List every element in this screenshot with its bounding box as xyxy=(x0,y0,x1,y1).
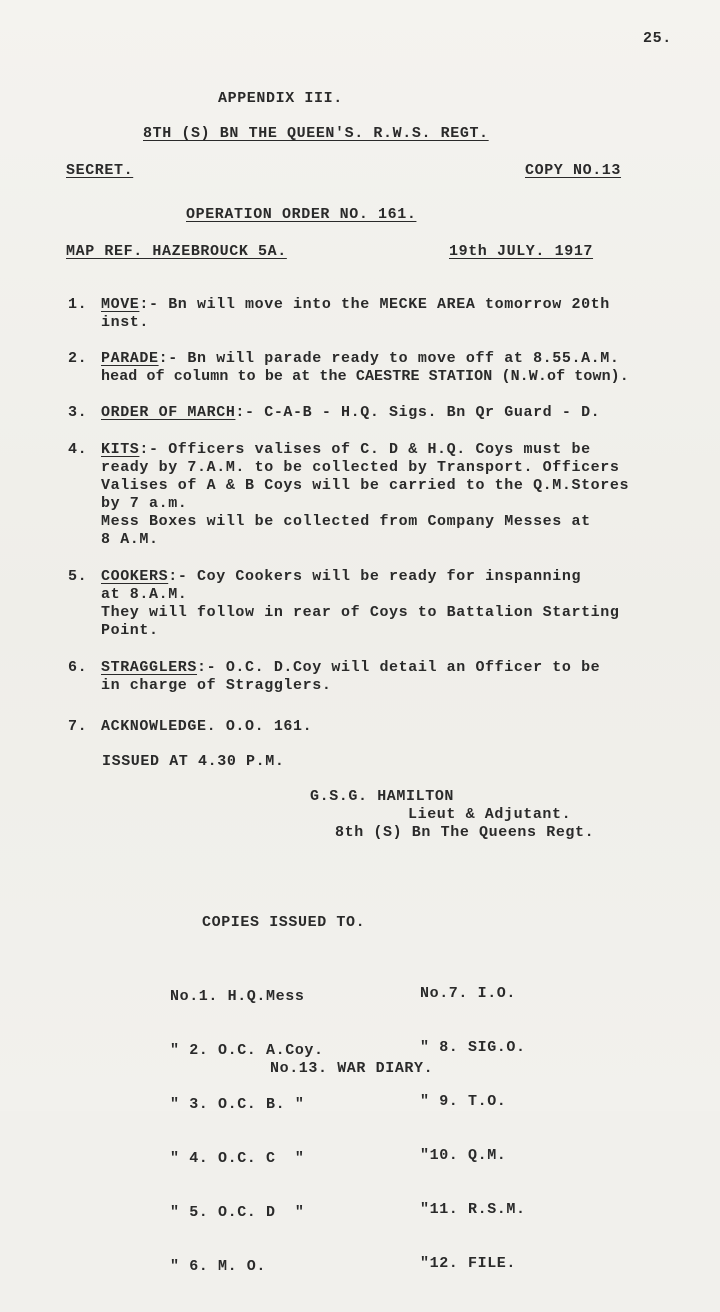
copy-entry: " 2. O.C. A.Coy. xyxy=(170,1042,324,1059)
order-item-stragglers xyxy=(68,659,708,695)
secret-label: SECRET. xyxy=(66,162,134,179)
copies-title: COPIES ISSUED TO. xyxy=(202,914,366,931)
copy-entry: No.7. I.O. xyxy=(420,985,517,1002)
item-text: :- C-A-B - H.Q. Sigs. Bn Qr Guard - D. xyxy=(235,404,601,421)
item-number: 5. xyxy=(68,568,88,585)
signature-rank: Lieut & Adjutant. xyxy=(408,806,572,823)
item-text: ready by 7.A.M. to be collected by Transport. Officers xyxy=(101,459,620,476)
appendix-heading: APPENDIX III. xyxy=(218,90,343,107)
item-text: inst. xyxy=(101,314,150,331)
unit-header: 8TH (S) BN THE QUEEN'S. R.W.S. REGT. xyxy=(143,125,489,142)
item-text: in charge of Stragglers. xyxy=(101,677,332,694)
item-text: They will follow in rear of Coys to Battalion Starting xyxy=(101,604,620,621)
copy-entry: " 8. SIG.O. xyxy=(420,1039,526,1056)
order-item-order-of-march xyxy=(68,404,708,422)
order-item-kits xyxy=(68,441,708,549)
item-heading: STRAGGLERS xyxy=(101,659,198,676)
item-text: by 7 a.m. xyxy=(101,495,188,512)
item-text: :- O.C. D.Coy will detail an Officer to be xyxy=(197,659,601,676)
item-number: 2. xyxy=(68,350,88,367)
copy-entry: " 3. O.C. B. " xyxy=(170,1096,305,1113)
copies-list-right xyxy=(420,949,526,1309)
map-reference: MAP REF. HAZEBROUCK 5A. xyxy=(66,243,287,260)
item-heading: COOKERS xyxy=(101,568,169,585)
copy-entry: " 9. T.O. xyxy=(420,1093,507,1110)
copy-entry: "10. Q.M. xyxy=(420,1147,507,1164)
copy-entry: " 5. O.C. D " xyxy=(170,1204,305,1221)
order-title: OPERATION ORDER NO. 161. xyxy=(186,206,417,223)
item-heading: PARADE xyxy=(101,350,159,367)
item-text: 8 A.M. xyxy=(101,531,159,548)
item-number: 4. xyxy=(68,441,88,458)
copy-entry-war-diary: No.13. WAR DIARY. xyxy=(270,1060,434,1077)
item-text: Point. xyxy=(101,622,159,639)
copy-entry: " 4. O.C. C " xyxy=(170,1150,305,1167)
issued-time: ISSUED AT 4.30 P.M. xyxy=(102,753,285,770)
copy-entry: " 6. M. O. xyxy=(170,1258,267,1275)
order-item-acknowledge xyxy=(68,718,708,736)
item-text: :- Officers valises of C. D & H.Q. Coys must be xyxy=(139,441,591,458)
item-number: 7. xyxy=(68,718,88,735)
item-text: at 8.A.M. xyxy=(101,586,188,603)
item-text: :- Bn will parade ready to move off at 8.55.A.M. xyxy=(158,350,620,367)
copy-entry: No.1. H.Q.Mess xyxy=(170,988,305,1005)
copy-entry: "11. R.S.M. xyxy=(420,1201,526,1218)
signature-unit: 8th (S) Bn The Queens Regt. xyxy=(335,824,595,841)
copies-list-left xyxy=(170,952,324,1312)
item-text: :- Bn will move into the MECKE AREA tomorrow 20th xyxy=(139,296,610,313)
copy-number: COPY NO.13 xyxy=(525,162,622,179)
item-text: head of column to be at the CAESTRE STATION (N.W.of town). xyxy=(101,368,629,385)
item-number: 1. xyxy=(68,296,88,313)
item-heading: MOVE xyxy=(101,296,140,313)
order-item-parade xyxy=(68,350,708,386)
item-number: 6. xyxy=(68,659,88,676)
item-text: Mess Boxes will be collected from Company Messes at xyxy=(101,513,591,530)
item-heading: KITS xyxy=(101,441,140,458)
order-item-move xyxy=(68,296,708,332)
signature-name: G.S.G. HAMILTON xyxy=(310,788,455,805)
page-number: 25. xyxy=(643,30,672,47)
order-date: 19th JULY. 1917 xyxy=(449,243,594,260)
item-heading: ORDER OF MARCH xyxy=(101,404,236,421)
item-text: Valises of A & B Coys will be carried to the Q.M.Stores xyxy=(101,477,630,494)
item-number: 3. xyxy=(68,404,88,421)
item-text: :- Coy Cookers will be ready for inspanning xyxy=(168,568,582,585)
copy-entry: "12. FILE. xyxy=(420,1255,517,1272)
item-text: ACKNOWLEDGE. O.O. 161. xyxy=(101,718,313,735)
order-item-cookers xyxy=(68,568,708,640)
